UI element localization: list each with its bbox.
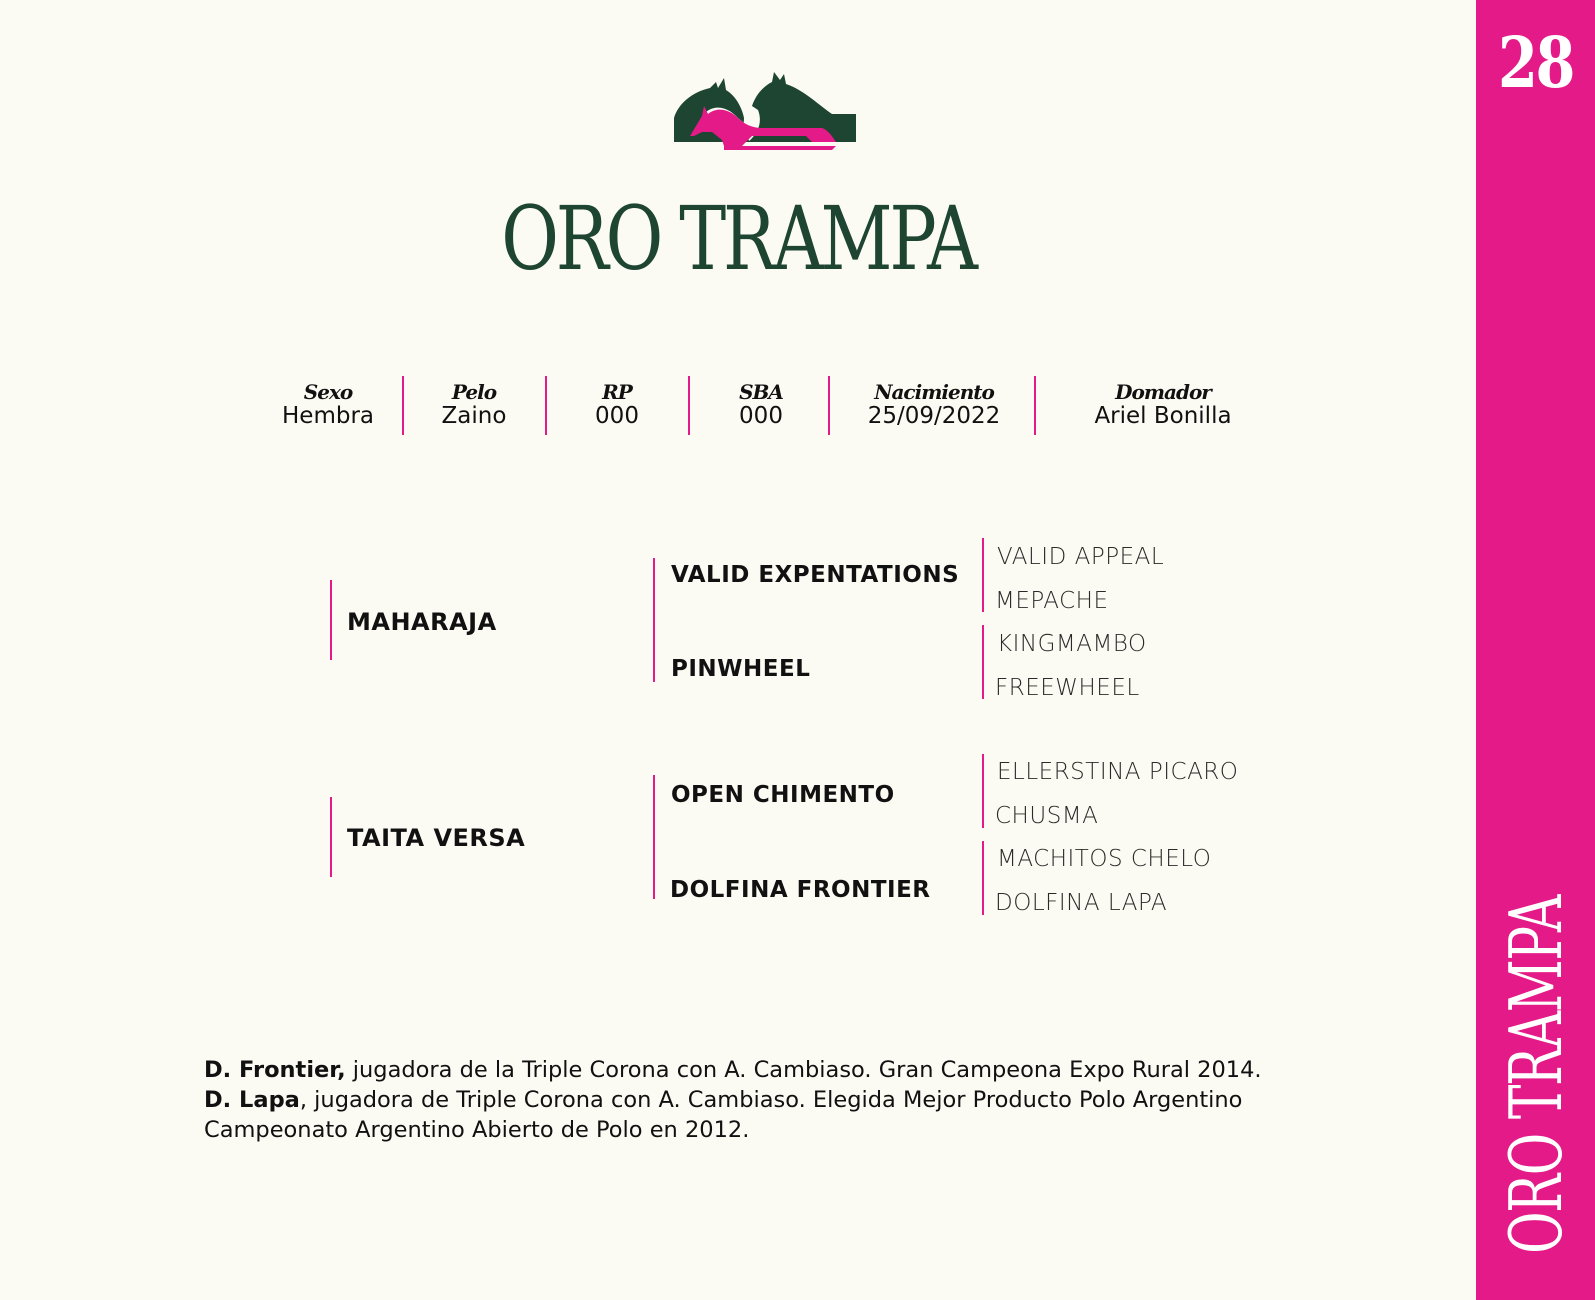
ancestor-name: CHUSMA (995, 803, 1099, 829)
ancestor-name: FREEWHEEL (995, 675, 1140, 701)
stat-label-sba: SBA (739, 380, 783, 404)
sire-sire-name: VALID EXPENTATIONS (671, 562, 960, 588)
stat-value-nacimiento: 25/09/2022 (867, 403, 1001, 429)
pedigree-line (653, 775, 655, 899)
description-bold: D. Frontier, (204, 1057, 346, 1083)
description-text: , jugadora de Triple Corona con A. Cambiaso. Elegida Mejor Producto Polo Argentino Campeonato Argentino Abierto de Polo en 2012. (204, 1087, 1243, 1143)
ancestor-name: KINGMAMBO (997, 631, 1147, 657)
dam-name: TAITA VERSA (347, 824, 526, 852)
pedigree-line (982, 841, 984, 915)
page-number: 28 (1498, 21, 1573, 104)
stat-label-nacimiento: Nacimiento (874, 380, 994, 404)
stat-value-sba: 000 (739, 403, 783, 429)
ancestor-name: VALID APPEAL (997, 544, 1165, 570)
description-bold: D. Lapa (204, 1087, 300, 1113)
ancestor-name: MACHITOS CHELO (997, 846, 1212, 872)
sire-dam-name: PINWHEEL (671, 656, 811, 682)
horses-logo-icon (672, 70, 858, 150)
stat-label-pelo: Pelo (451, 380, 497, 404)
pedigree-line (982, 625, 984, 699)
dam-sire-name: OPEN CHIMENTO (671, 782, 895, 808)
description-text: jugadora de la Triple Corona con A. Cambiaso. Gran Campeona Expo Rural 2014. (345, 1057, 1262, 1083)
stat-divider (828, 376, 830, 435)
horse-name-title: ORO TRAMPA (501, 187, 975, 290)
pedigree-line (982, 538, 984, 612)
stat-divider (688, 376, 690, 435)
stat-value-sexo: Hembra (282, 403, 374, 429)
stat-divider (1034, 376, 1036, 435)
dam-dam-name: DOLFINA FRONTIER (670, 877, 931, 903)
stat-value-rp: 000 (595, 403, 639, 429)
description-line (204, 1055, 1384, 1085)
stat-label-rp: RP (602, 380, 632, 404)
stat-value-pelo: Zaino (441, 403, 507, 429)
ancestor-name: DOLFINA LAPA (995, 890, 1168, 916)
description (204, 1055, 1384, 1145)
stat-label-domador: Domador (1115, 380, 1211, 404)
side-title: ORO TRAMPA (1494, 896, 1578, 1254)
pedigree-line (330, 797, 332, 877)
pedigree-line (653, 558, 655, 682)
stat-label-sexo: Sexo (303, 380, 353, 404)
ancestor-name: ELLERSTINA PICARO (997, 759, 1239, 785)
sire-name: MAHARAJA (347, 608, 497, 636)
pedigree-line (330, 580, 332, 660)
ancestor-name: MEPACHE (995, 588, 1109, 614)
pedigree-line (982, 754, 984, 828)
stat-divider (402, 376, 404, 435)
stat-value-domador: Ariel Bonilla (1094, 403, 1232, 429)
description-line (204, 1085, 1384, 1145)
stat-divider (545, 376, 547, 435)
